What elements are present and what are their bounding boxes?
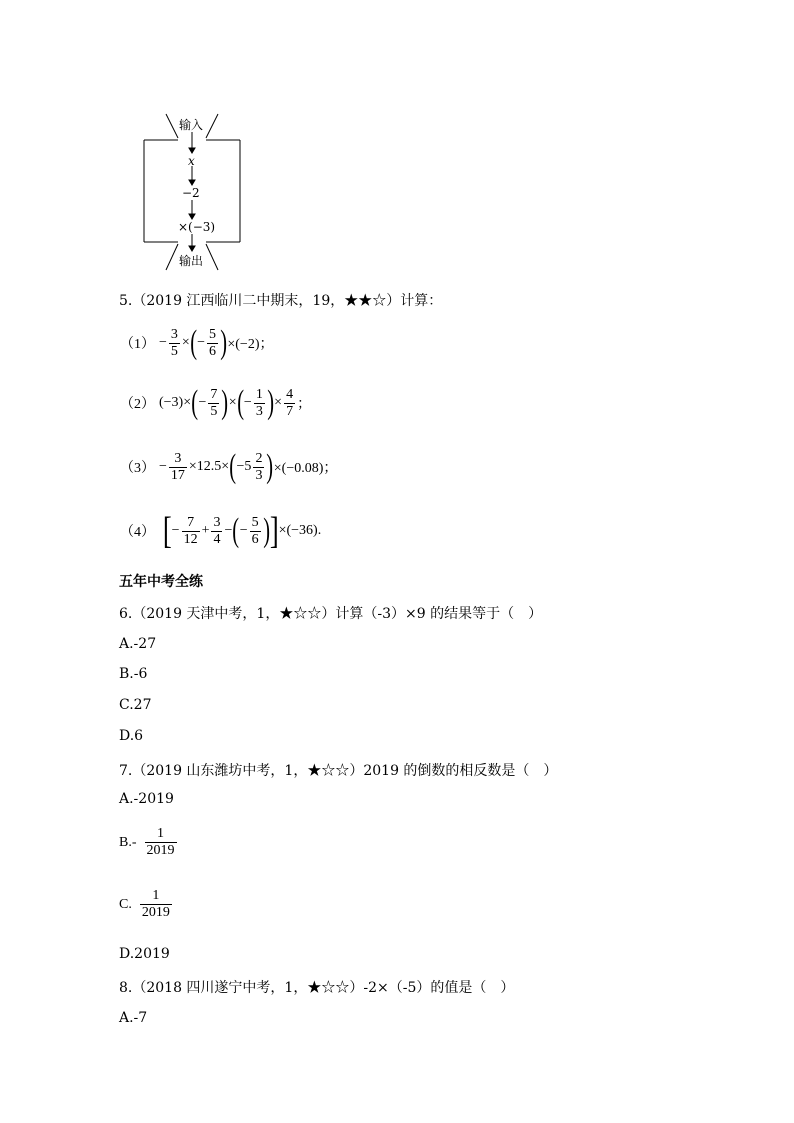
q5p1-label: （1） <box>120 337 155 352</box>
q5p3-tail: ×(−0.08)； <box>273 461 338 476</box>
q5p1-tail: ×(−2)； <box>227 337 274 352</box>
q5p1-times: × <box>181 335 190 350</box>
q5p1-inner-minus: − <box>197 335 206 350</box>
q5p2-minus2: − <box>243 395 252 410</box>
q5p4-minus: − <box>171 523 180 538</box>
flow-input-label: 输入 <box>179 118 204 132</box>
q5p1-frac2: $\frac{5}{6}$ <box>209 326 217 359</box>
q6-stem: 6.（2019 天津中考，1，★☆☆）计算（-3）×9 的结果等于（ ） <box>119 606 543 622</box>
q7-option-b <box>119 826 179 859</box>
flow-x-label: x <box>188 154 195 168</box>
q5p1-minus: − <box>159 335 167 350</box>
flow-minus2-label: −2 <box>182 186 200 200</box>
q5p2-label: （2） <box>120 397 155 412</box>
q5p4-tail: ×(−36). <box>278 523 322 538</box>
q5p1-frac1: $\frac{3}{5}$ <box>170 326 178 359</box>
q7b-frac: $\frac{1}{2019}$ <box>146 826 175 858</box>
q5p2-lead: (−3)× <box>159 395 192 410</box>
q5p4-inner-minus: − <box>239 523 248 538</box>
section-title: 五年中考全练 <box>119 574 203 590</box>
q7-option-a: A.-2019 <box>119 791 174 807</box>
q5p4-frac2: $\frac{3}{4}$ <box>213 514 221 547</box>
q5p3-minus: − <box>159 459 167 474</box>
q5p2-times2: × <box>274 395 283 410</box>
q6-option-b: B.-6 <box>119 666 148 682</box>
q5p4-frac3: $\frac{5}{6}$ <box>251 514 259 547</box>
q5p4-frac1: $\frac{7}{12}$ <box>183 514 198 547</box>
flow-times-neg3-label: ×(−3) <box>178 220 216 234</box>
q7b-label: B.- <box>119 834 137 850</box>
q5p3-mid: ×12.5× <box>188 459 230 474</box>
q6-option-a: A.-27 <box>119 636 157 652</box>
q5p2-frac3: $\frac{4}{7}$ <box>286 386 294 419</box>
q7c-label: C. <box>119 896 132 912</box>
q5p2-frac1: $\frac{7}{5}$ <box>210 386 218 419</box>
q5p3-frac1: $\frac{3}{17}$ <box>170 450 185 483</box>
q7-option-c <box>119 888 174 921</box>
q5p2-times1: × <box>228 395 237 410</box>
q5p4-plus: + <box>201 523 210 538</box>
q6-option-d: D.6 <box>119 728 144 744</box>
q8-stem: 8.（2018 四川遂宁中考，1，★☆☆）-2×（-5）的值是（ ） <box>119 980 515 996</box>
flowchart <box>140 112 244 272</box>
q5p4-minus2: − <box>224 523 233 538</box>
q5p3-inner: −5 <box>236 459 252 474</box>
q5-part3: （3） − $\frac{3}{17}$ ×12.5× ( −5 $\frac{2}{3}$ ) ×(−0.08)； <box>120 448 338 485</box>
flow-output-label: 输出 <box>179 254 204 268</box>
q6-option-c: C.27 <box>119 697 152 713</box>
q7c-frac: $\frac{1}{2019}$ <box>141 888 170 920</box>
q5-part1: （1） − $\frac{3}{5}$ × ( − $\frac{5}{6}$ ) ×(−2)； <box>120 324 274 361</box>
q5p4-label: （4） <box>120 525 155 540</box>
q5p2-frac2: $\frac{1}{3}$ <box>255 386 263 419</box>
q8-option-a: A.-7 <box>119 1010 148 1026</box>
q5p2-minus1: − <box>198 395 207 410</box>
q5p3-label: （3） <box>120 461 155 476</box>
q5p3-frac2: $\frac{2}{3}$ <box>255 450 263 483</box>
q5-part2: （2） (−3)× ( − $\frac{7}{5}$ ) × ( − $\frac{1}{3}$ ) × $\frac{4}{7}$ ； <box>120 384 312 421</box>
q5-header: 5.（2019 江西临川二中期末，19，★★☆）计算： <box>119 293 443 309</box>
q7-option-d: D.2019 <box>119 946 170 962</box>
q5-part4: （4） [ − $\frac{7}{12}$ + $\frac{3}{4}$ − ( − $\frac{5}{6}$ ) ] ×(−36). <box>120 510 322 552</box>
q7-stem: 7.（2019 山东潍坊中考，1，★☆☆）2019 的倒数的相反数是（ ） <box>119 763 558 779</box>
q5p2-tail: ； <box>297 397 312 412</box>
